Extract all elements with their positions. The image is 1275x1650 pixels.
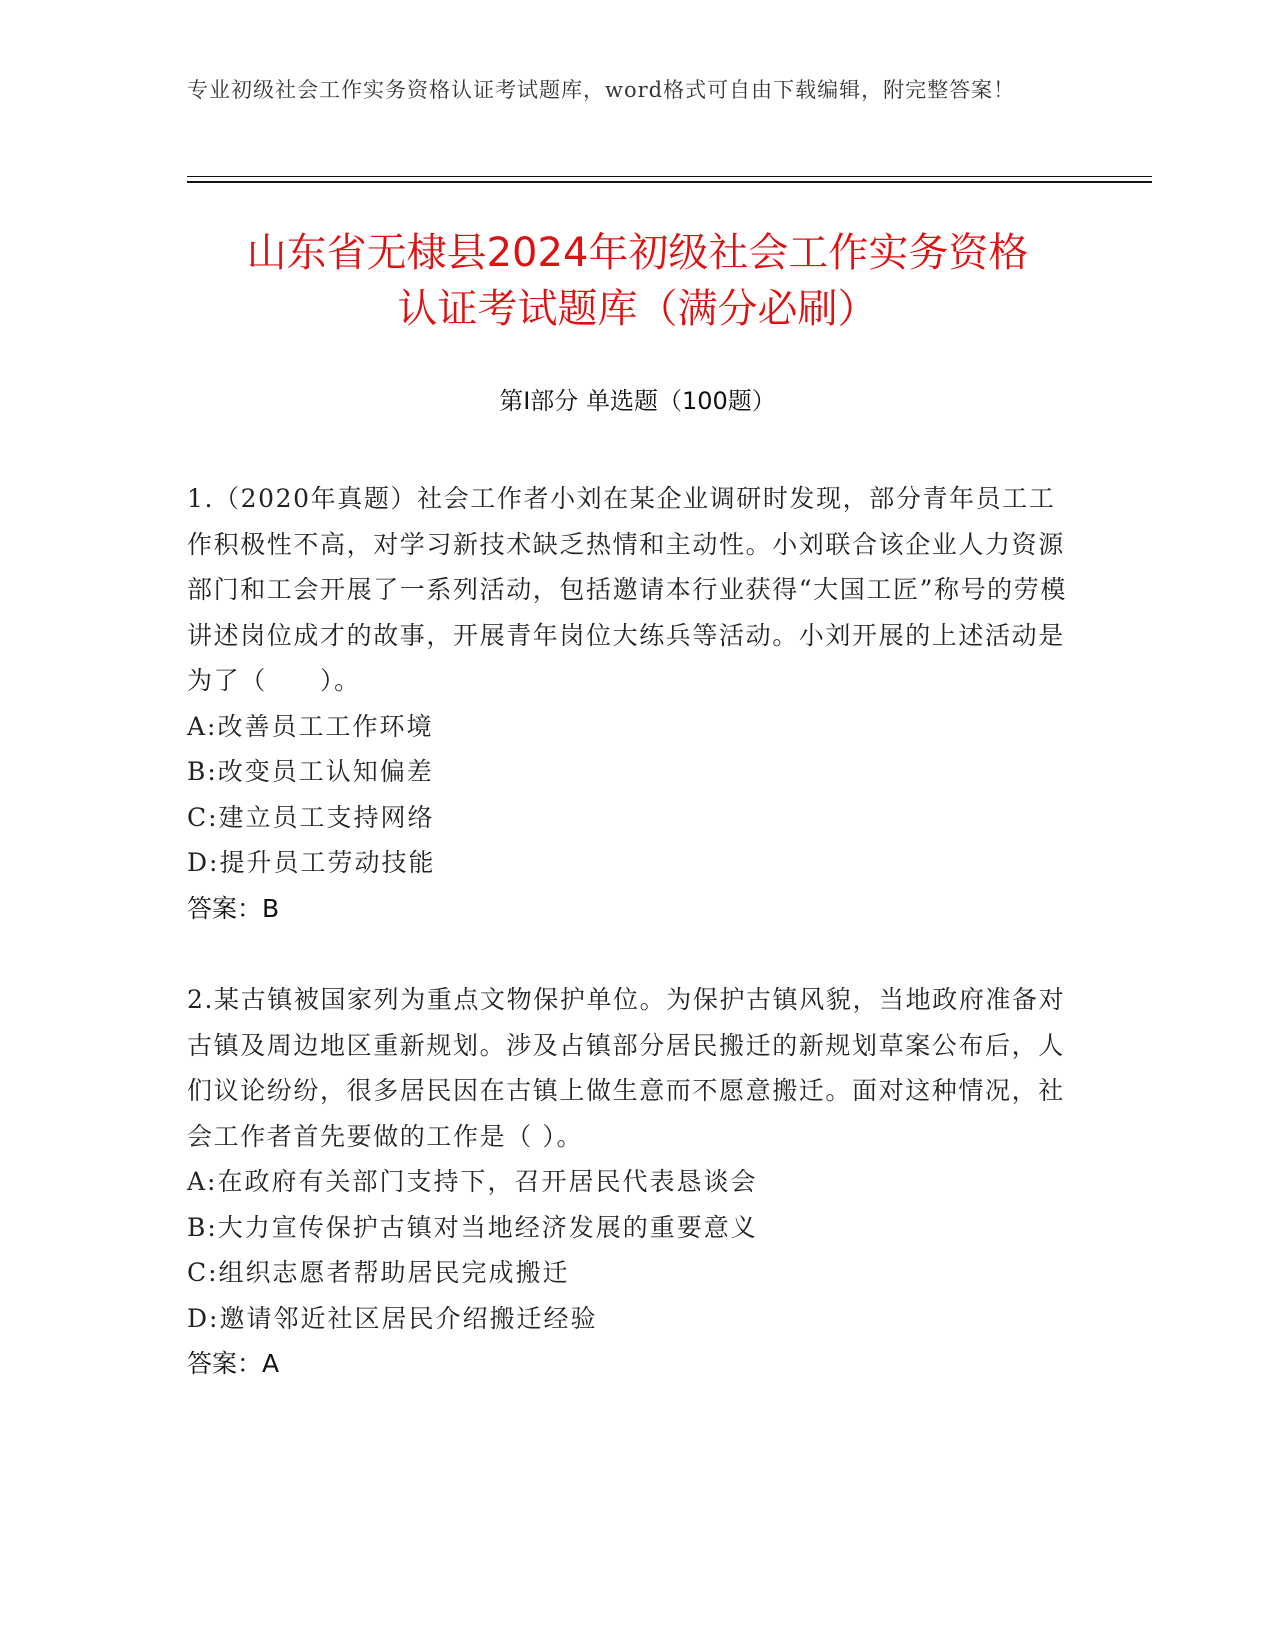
option-b: B:改变员工认知偏差 [187,757,434,786]
document-title [150,225,1125,337]
option-b: B:大力宣传保护古镇对当地经济发展的重要意义 [187,1212,758,1242]
question-stem: 1.（2020年真题）社会工作者小刘在某企业调研时发现，部分青年员工工作积极性不高，对学习新技术缺乏热情和主动性。小刘联合该企业人力资源部门和工会开展了一系列活动，包括邀请本行业获得“大国工匠”称号的劳模讲述岗位成才的故事，开展青年岗位大练兵等活动。小刘开展的上述活动是为了（ ）。 [187,484,1067,695]
question-2 [187,977,1067,1387]
header-divider-thin [187,176,1152,177]
option-c: C:建立员工支持网络 [187,802,435,832]
header-note: 专业初级社会工作实务资格认证考试题库，word格式可自由下载编辑，附完整答案！ [187,78,1016,102]
question-stem: 2.某古镇被国家列为重点文物保护单位。为保护古镇风貌，当地政府准备对古镇及周边地区重新规划。涉及占镇部分居民搬迁的新规划草案公布后，人们议论纷纷，很多居民因在古镇上做生意而不愿意搬迁。面对这种情况，社会工作者首先要做的工作是（ ）。 [187,985,1066,1151]
option-d: D:邀请邻近社区居民介绍搬迁经验 [187,1303,598,1333]
option-a: A:改善员工工作环境 [187,711,434,741]
option-d: D:提升员工劳动技能 [187,848,436,877]
header-divider-thick [187,181,1152,183]
section-heading: 第Ⅰ部分 单选题（100题） [499,387,776,415]
answer: 答案：A [187,1349,280,1378]
option-c: C:组织志愿者帮助居民完成搬迁 [187,1258,570,1287]
document-title-line1: 山东省无棣县2024年初级社会工作实务资格 [246,230,1029,276]
question-1 [187,476,1067,931]
option-a: A:在政府有关部门支持下，召开居民代表恳谈会 [187,1167,758,1196]
answer: 答案：B [187,893,280,923]
document-title-line2: 认证考试题库（满分必刷） [397,286,878,332]
